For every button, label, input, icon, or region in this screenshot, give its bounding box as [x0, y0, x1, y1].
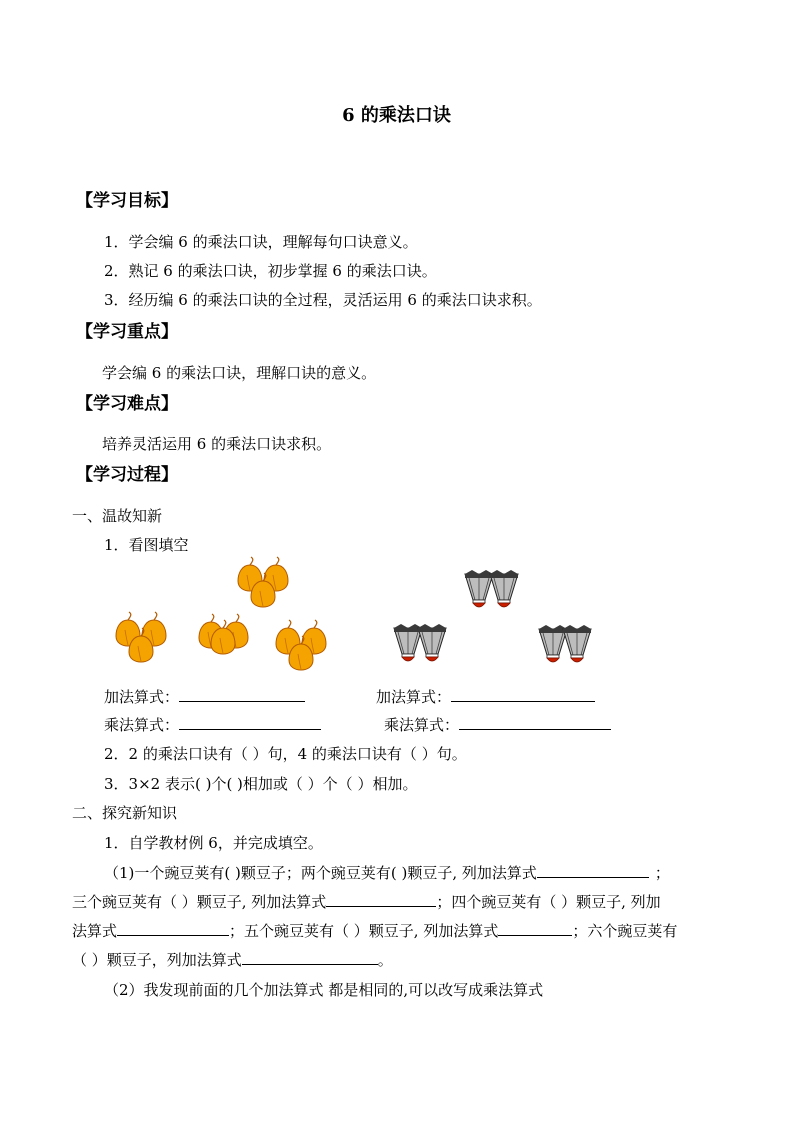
answer-blank[interactable] — [459, 714, 611, 730]
process-heading: 【学习过程】 — [76, 465, 178, 485]
shuttlecock-icon — [465, 570, 493, 607]
shuttlecock-icon — [539, 625, 567, 662]
fill-text: ；六个豌豆荚有 — [572, 922, 678, 940]
shuttlecock-icon — [394, 624, 422, 661]
section1-title: 一、温故知新 — [72, 507, 163, 525]
page-title: 6 的乘法口诀 — [342, 105, 451, 126]
shuttlecock-group — [539, 625, 591, 662]
shuttlecock-icon — [563, 625, 591, 662]
section1-question-3: 3．3×2 表示( )个( )相加或（ ）个（ ）相加。 — [104, 775, 418, 793]
shuttlecock-icon — [490, 570, 518, 607]
shuttlecock-group — [394, 624, 446, 661]
answer-blank[interactable] — [451, 686, 595, 702]
addition-row-left — [104, 686, 305, 707]
difficulty-heading: 【学习难点】 — [76, 394, 178, 414]
answer-blank[interactable] — [498, 920, 572, 936]
addition-row-right — [376, 686, 595, 707]
shuttlecock-group — [465, 570, 518, 607]
multiplication-label: 乘法算式： — [384, 716, 460, 734]
peach-group — [238, 557, 288, 607]
multiplication-row-right — [384, 714, 611, 735]
objective-item: 3．经历编 6 的乘法口诀的全过程，灵活运用 6 的乘法口诀求积。 — [104, 291, 542, 309]
addition-label: 加法算式： — [376, 688, 452, 706]
answer-blank[interactable] — [326, 891, 436, 907]
objectives-heading: 【学习目标】 — [76, 191, 178, 211]
answer-blank[interactable] — [179, 714, 321, 730]
fill-text: （1)一个豌豆荚有( )颗豆子；两个豌豆荚有( )颗豆子, 列加法算式 — [104, 864, 537, 882]
fill-text: （ ）颗豆子，列加法算式 — [72, 951, 242, 969]
section2-question-1: 1．自学教材例 6，并完成填空。 — [104, 834, 323, 852]
objective-item: 1．学会编 6 的乘法口诀，理解每句口诀意义。 — [104, 233, 418, 251]
fill-text: ；五个豌豆荚有（ ）颗豆子, 列加法算式 — [229, 922, 499, 940]
fill-text: 三个豌豆荚有（ ）颗豆子, 列加法算式 — [72, 893, 327, 911]
peach-group — [199, 614, 248, 654]
fill-line-1 — [104, 862, 670, 883]
key-point-text: 学会编 6 的乘法口诀，理解口诀的意义。 — [102, 364, 377, 382]
fill-text: ； — [654, 864, 670, 882]
answer-blank[interactable] — [242, 949, 378, 965]
multiplication-label: 乘法算式： — [104, 716, 180, 734]
answer-blank[interactable] — [117, 920, 229, 936]
section2-title: 二、探究新知识 — [72, 804, 178, 822]
fill-text: ；四个豌豆荚有（ ）颗豆子, 列加 — [436, 893, 661, 911]
fill-line-4 — [72, 949, 393, 970]
objective-item: 2．熟记 6 的乘法口诀，初步掌握 6 的乘法口诀。 — [104, 262, 437, 280]
fill-text: 。 — [377, 951, 393, 969]
shuttlecock-icon — [418, 624, 446, 661]
multiplication-row-left — [104, 714, 321, 735]
fill-line-3 — [72, 920, 677, 941]
section1-question-2: 2．2 的乘法口诀有（ ）句，4 的乘法口诀有（ ）句。 — [104, 745, 467, 763]
fill-line-5: （2）我发现前面的几个加法算式 都是相同的,可以改写成乘法算式 — [104, 981, 544, 999]
answer-blank[interactable] — [537, 862, 649, 878]
fill-text: 法算式 — [72, 922, 118, 940]
peach-group — [116, 612, 166, 662]
key-point-heading: 【学习重点】 — [76, 322, 178, 342]
answer-blank[interactable] — [179, 686, 305, 702]
difficulty-text: 培养灵活运用 6 的乘法口诀求积。 — [102, 435, 332, 453]
fill-line-2 — [72, 891, 661, 912]
addition-label: 加法算式： — [104, 688, 180, 706]
section1-question-1: 1．看图填空 — [104, 536, 189, 554]
peach-group — [276, 620, 326, 670]
